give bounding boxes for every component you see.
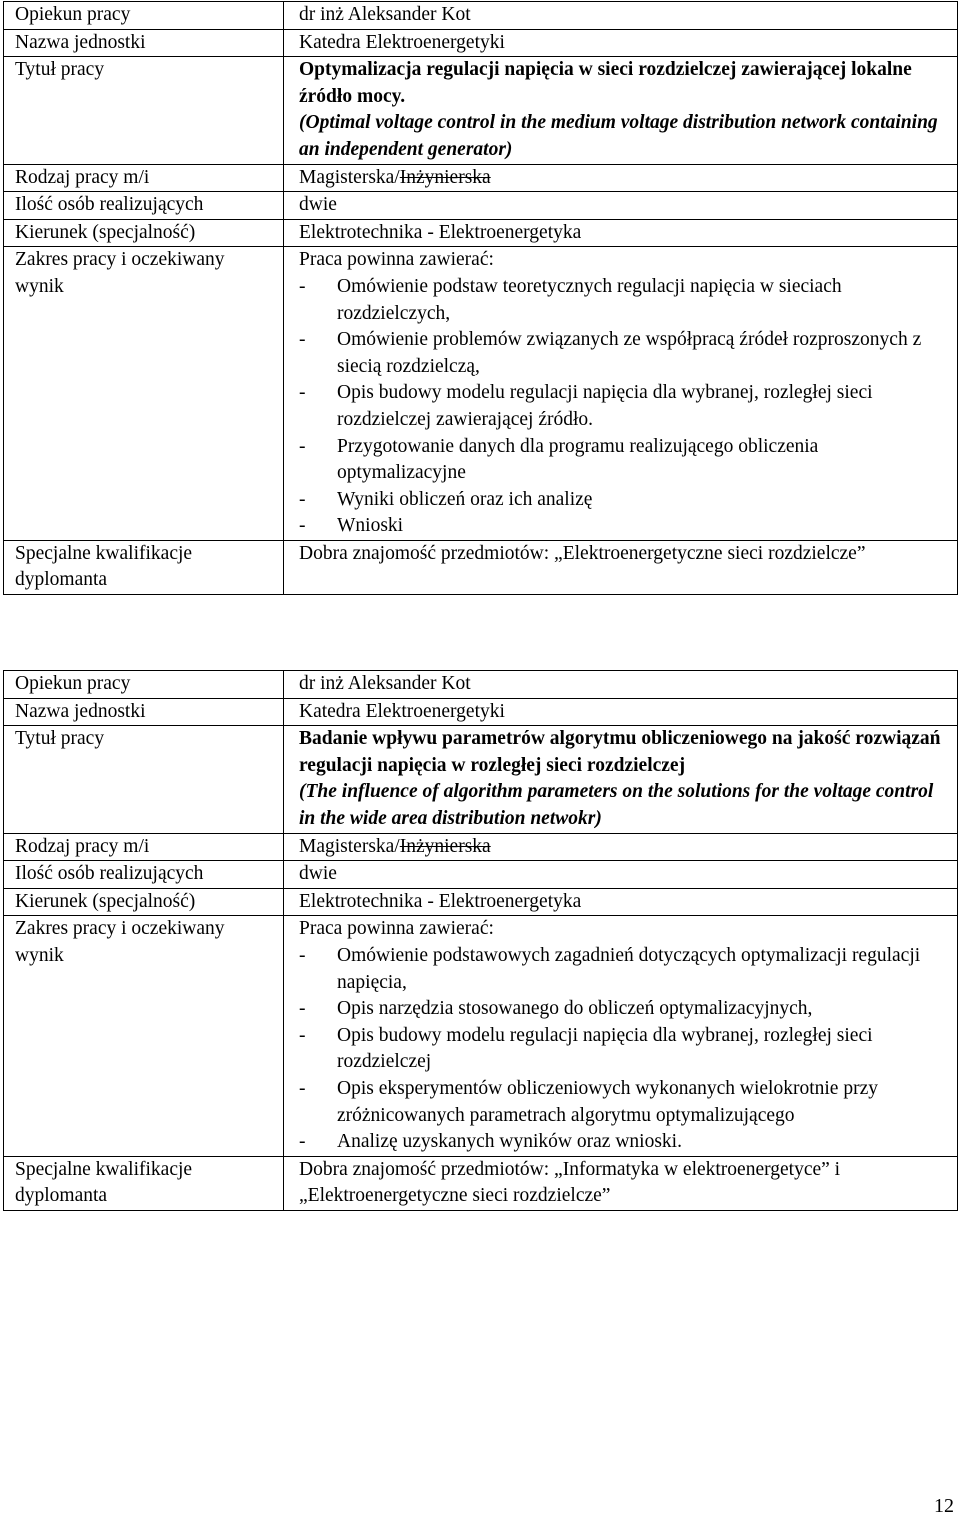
label-title: Tytuł pracy: [4, 726, 284, 833]
label-qualifications: Specjalne kwalifikacje dyplomanta: [4, 1156, 284, 1210]
value-title: [284, 57, 958, 164]
title-polish: Optymalizacja regulacji napięcia w sieci rozdzielczej zawierającej lokalne źródło mocy.: [299, 59, 912, 107]
row-qualifications: [4, 1156, 958, 1210]
label-field: Kierunek (specjalność): [4, 888, 284, 916]
label-type: Rodzaj pracy m/i: [4, 164, 284, 192]
list-item: - Wnioski: [299, 513, 949, 540]
title-polish: Badanie wpływu parametrów algorytmu obliczeniowego na jakość rozwiązań regulacji napięcia w rozległej sieci rozdzielczej: [299, 728, 941, 776]
label-type: Rodzaj pracy m/i: [4, 833, 284, 861]
scope-intro: Praca powinna zawierać:: [299, 249, 494, 271]
value-qualifications: Dobra znajomość przedmiotów: „Elektroenergetyczne sieci rozdzielcze”: [284, 540, 958, 594]
title-english: (Optimal voltage control in the medium voltage distribution network containing an independent generator): [299, 112, 938, 160]
row-unit: [4, 29, 958, 57]
type-struck: Inżynierska: [399, 166, 491, 188]
value-qualifications: Dobra znajomość przedmiotów: „Informatyka w elektroenergetyce” i „Elektroenergetyczne sieci rozdzielcze”: [284, 1156, 958, 1210]
label-title: Tytuł pracy: [4, 57, 284, 164]
title-english: (The influence of algorithm parameters on the solutions for the voltage control in the wide area distribution netwokr): [299, 781, 934, 829]
value-supervisor: dr inż Aleksander Kot: [284, 671, 958, 699]
thesis-table-2: [3, 670, 958, 1211]
value-unit: Katedra Elektroenergetyki: [284, 29, 958, 57]
label-scope: Zakres pracy i oczekiwany wynik: [4, 247, 284, 541]
value-unit: Katedra Elektroenergetyki: [284, 698, 958, 726]
list-item: - Wyniki obliczeń oraz ich analizę: [299, 487, 949, 514]
value-scope: [284, 916, 958, 1156]
value-people: dwie: [284, 861, 958, 889]
list-item: - Omówienie problemów związanych ze współpracą źródeł rozproszonych z siecią rozdzielczą,: [299, 327, 949, 380]
label-unit: Nazwa jednostki: [4, 698, 284, 726]
row-title: [4, 57, 958, 164]
value-type: [284, 833, 958, 861]
scope-list: [299, 274, 949, 540]
row-people: [4, 861, 958, 889]
label-field: Kierunek (specjalność): [4, 219, 284, 247]
label-supervisor: Opiekun pracy: [4, 2, 284, 30]
list-item: - Opis narzędzia stosowanego do obliczeń optymalizacyjnych,: [299, 996, 949, 1023]
value-field: Elektrotechnika - Elektroenergetyka: [284, 219, 958, 247]
value-people: dwie: [284, 192, 958, 220]
row-supervisor: [4, 671, 958, 699]
row-unit: [4, 698, 958, 726]
label-unit: Nazwa jednostki: [4, 29, 284, 57]
list-item: - Opis eksperymentów obliczeniowych wykonanych wielokrotnie przy zróżnicowanych parametrach algorytmu optymalizującego: [299, 1076, 949, 1129]
row-scope: [4, 247, 958, 541]
row-supervisor: [4, 2, 958, 30]
scope-intro: Praca powinna zawierać:: [299, 918, 494, 940]
value-supervisor: dr inż Aleksander Kot: [284, 2, 958, 30]
value-scope: [284, 247, 958, 541]
label-supervisor: Opiekun pracy: [4, 671, 284, 699]
row-qualifications: [4, 540, 958, 594]
row-type: [4, 833, 958, 861]
type-struck: Inżynierska: [399, 835, 491, 857]
value-type: [284, 164, 958, 192]
label-people: Ilość osób realizujących: [4, 192, 284, 220]
row-title: [4, 726, 958, 833]
type-main: Magisterska/: [299, 835, 400, 857]
row-field: [4, 888, 958, 916]
row-people: [4, 192, 958, 220]
label-people: Ilość osób realizujących: [4, 861, 284, 889]
type-main: Magisterska/: [299, 166, 400, 188]
value-field: Elektrotechnika - Elektroenergetyka: [284, 888, 958, 916]
row-scope: [4, 916, 958, 1156]
row-field: [4, 219, 958, 247]
list-item: - Przygotowanie danych dla programu realizującego obliczenia optymalizacyjne: [299, 434, 949, 487]
label-scope: Zakres pracy i oczekiwany wynik: [4, 916, 284, 1156]
thesis-table-1: [3, 1, 958, 595]
label-qualifications: Specjalne kwalifikacje dyplomanta: [4, 540, 284, 594]
list-item: - Opis budowy modelu regulacji napięcia dla wybranej, rozległej sieci rozdzielczej zawierającej źródło.: [299, 380, 949, 433]
value-title: [284, 726, 958, 833]
scope-list: [299, 943, 949, 1156]
list-item: - Analizę uzyskanych wyników oraz wnioski.: [299, 1129, 949, 1156]
list-item: - Opis budowy modelu regulacji napięcia dla wybranej, rozległej sieci rozdzielczej: [299, 1023, 949, 1076]
row-type: [4, 164, 958, 192]
page-number: 12: [934, 1495, 954, 1517]
list-item: - Omówienie podstaw teoretycznych regulacji napięcia w sieciach rozdzielczych,: [299, 274, 949, 327]
list-item: - Omówienie podstawowych zagadnień dotyczących optymalizacji regulacji napięcia,: [299, 943, 949, 996]
